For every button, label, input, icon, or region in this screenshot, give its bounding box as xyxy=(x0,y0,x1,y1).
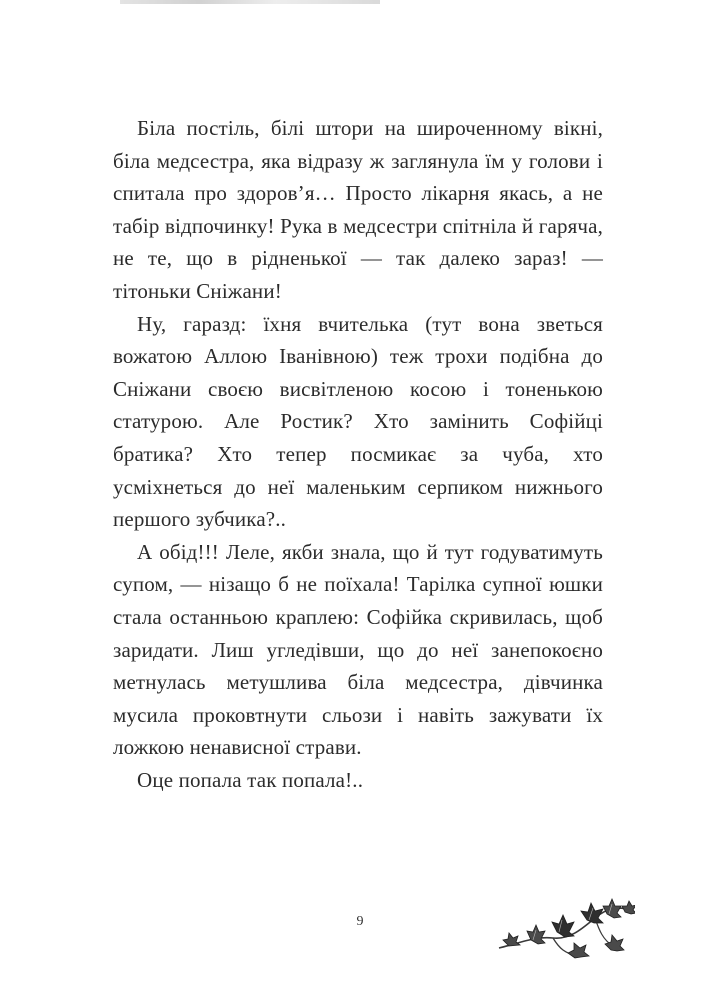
top-edge-artifact xyxy=(120,0,380,4)
paragraph-1: Біла постіль, білі штори на широченному вікні, біла медсестра, яка відразу ж заглянула їм у голови і спитала про здоров’я… Просто лікарня якась, а не табір відпочинку! Рука в медсестри спітніла й гаряча, не те, що в рідненької — так далеко зараз! — тітоньки Сніжани! xyxy=(113,116,603,303)
ivy-leaves-icon xyxy=(495,888,635,968)
paragraph-4: Оце попала так попала!.. xyxy=(137,767,364,792)
paragraph-2: Ну, гаразд: їхня вчителька (тут вона зветься вожатою Аллою Іванівною) теж трохи подібна до Сніжани своєю висвітленою косою і тоненькою статурою. Але Ростик? Хто замінить Софійці братика? Хто тепер посмикає за чуба, хто усміхнеться до неї маленьким серпиком нижнього першого зубчика?.. xyxy=(113,311,603,532)
body-text xyxy=(113,112,603,796)
page-number: 9 xyxy=(356,914,364,929)
paragraph-3: А обід!!! Леле, якби знала, що й тут годуватимуть супом, — нізащо б не поїхала! Тарілка супної юшки стала останньою краплею: Софійка скривилась, щоб заридати. Лиш угледівши, що до неї занепокоєно метнулась метушлива біла медсестра, дівчинка мусила проковтнути сльози і навіть зажувати їх ложкою ненависної страви. xyxy=(113,539,603,760)
